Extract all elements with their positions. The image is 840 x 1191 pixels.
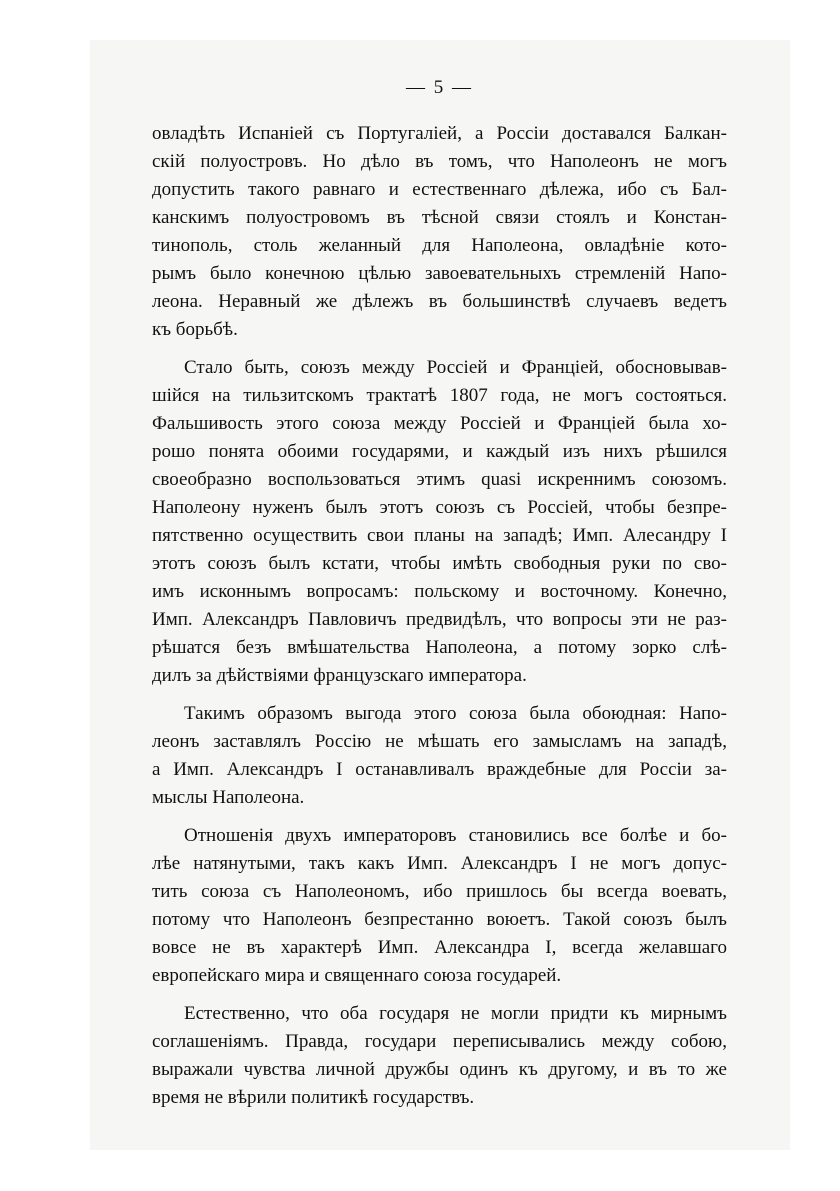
text-line: скій полуостровъ. Но дѣло въ томъ, что Наполеонъ не могъ [152, 151, 727, 172]
text-line: дилъ за дѣйствіями французскаго императора. [152, 665, 527, 686]
text-line: Такимъ образомъ выгода этого союза была обоюдная: Напо- [184, 703, 727, 724]
text-line: этотъ союзъ былъ кстати, чтобы имѣть свободныя руки по сво- [152, 553, 727, 574]
text-line: рѣшатся безъ вмѣшательства Наполеона, а потому зорко слѣ- [152, 637, 727, 658]
text-line: соглашеніямъ. Правда, государи переписывались между собою, [152, 1031, 727, 1052]
text-line: овладѣть Испаніей съ Португаліей, а Россіи доставался Балкан- [152, 123, 727, 144]
body-text [152, 120, 727, 1112]
text-line: допустить такого равнаго и естественнаго дѣлежа, ибо съ Бал- [152, 179, 727, 200]
text-line: шійся на тильзитскомъ трактатѣ 1807 года, не могъ состояться. [152, 385, 727, 406]
text-line: рошо понята обоими государями, и каждый изъ нихъ рѣшился [152, 441, 727, 462]
text-line: Наполеону нуженъ былъ этотъ союзъ съ Россіей, чтобы безпре- [152, 497, 727, 518]
text-line: леона. Неравный же дѣлежъ въ большинствѣ случаевъ ведетъ [152, 291, 727, 312]
text-line: Фальшивость этого союза между Россіей и Франціей была хо- [152, 413, 727, 434]
text-line: тинополь, столь желанный для Наполеона, овладѣніе кото- [152, 235, 727, 256]
text-line: леонъ заставлялъ Россію не мѣшать его замысламъ на западѣ, [152, 731, 727, 752]
text-line: выражали чувства личной дружбы одинъ къ другому, и въ то же [152, 1059, 727, 1080]
text-line: рымъ было конечною цѣлью завоевательныхъ стремленій Напо- [152, 263, 727, 284]
text-line: Отношенія двухъ императоровъ становились все болѣе и бо- [184, 825, 727, 846]
text-line: къ борьбѣ. [152, 319, 238, 340]
text-line: время не вѣрили политикѣ государствъ. [152, 1087, 475, 1108]
document-page [152, 74, 727, 1112]
paragraph [152, 354, 727, 690]
paragraph [152, 1000, 727, 1112]
paragraph [152, 700, 727, 812]
text-line: европейскаго мира и священнаго союза государей. [152, 965, 562, 986]
text-line: Естественно, что оба государя не могли придти къ мирнымъ [184, 1003, 727, 1024]
text-line: потому что Наполеонъ безпрестанно воюетъ. Такой союзъ былъ [152, 909, 727, 930]
text-line: мыслы Наполеона. [152, 787, 305, 808]
paragraph-gap [152, 690, 727, 700]
paragraph [152, 822, 727, 990]
page-number: — 5 — [406, 77, 473, 98]
paragraph-gap [152, 344, 727, 354]
text-line: лѣе натянутыми, такъ какъ Имп. Александръ I не могъ допус- [152, 853, 727, 874]
text-line: канскимъ полуостровомъ въ тѣсной связи стоялъ и Констан- [152, 207, 727, 228]
paragraph-gap [152, 990, 727, 1000]
paragraph-gap [152, 812, 727, 822]
text-line: тить союза съ Наполеономъ, ибо пришлось бы всегда воевать, [152, 881, 727, 902]
paragraph [152, 120, 727, 344]
text-line: имъ исконнымъ вопросамъ: польскому и восточному. Конечно, [152, 581, 727, 602]
text-line: Стало быть, союзъ между Россіей и Франціей, обосновывав- [184, 357, 727, 378]
text-line: вовсе не въ характерѣ Имп. Александра I, всегда желавшаго [152, 937, 727, 958]
text-line: а Имп. Александръ I останавливалъ враждебные для Россіи за- [152, 759, 727, 780]
text-line: Имп. Александръ Павловичъ предвидѣлъ, что вопросы эти не раз- [152, 609, 727, 630]
text-line: пятственно осуществить свои планы на западѣ; Имп. Алесандру I [152, 525, 727, 546]
text-line: своеобразно воспользоваться этимъ quasi искреннимъ союзомъ. [152, 469, 727, 490]
